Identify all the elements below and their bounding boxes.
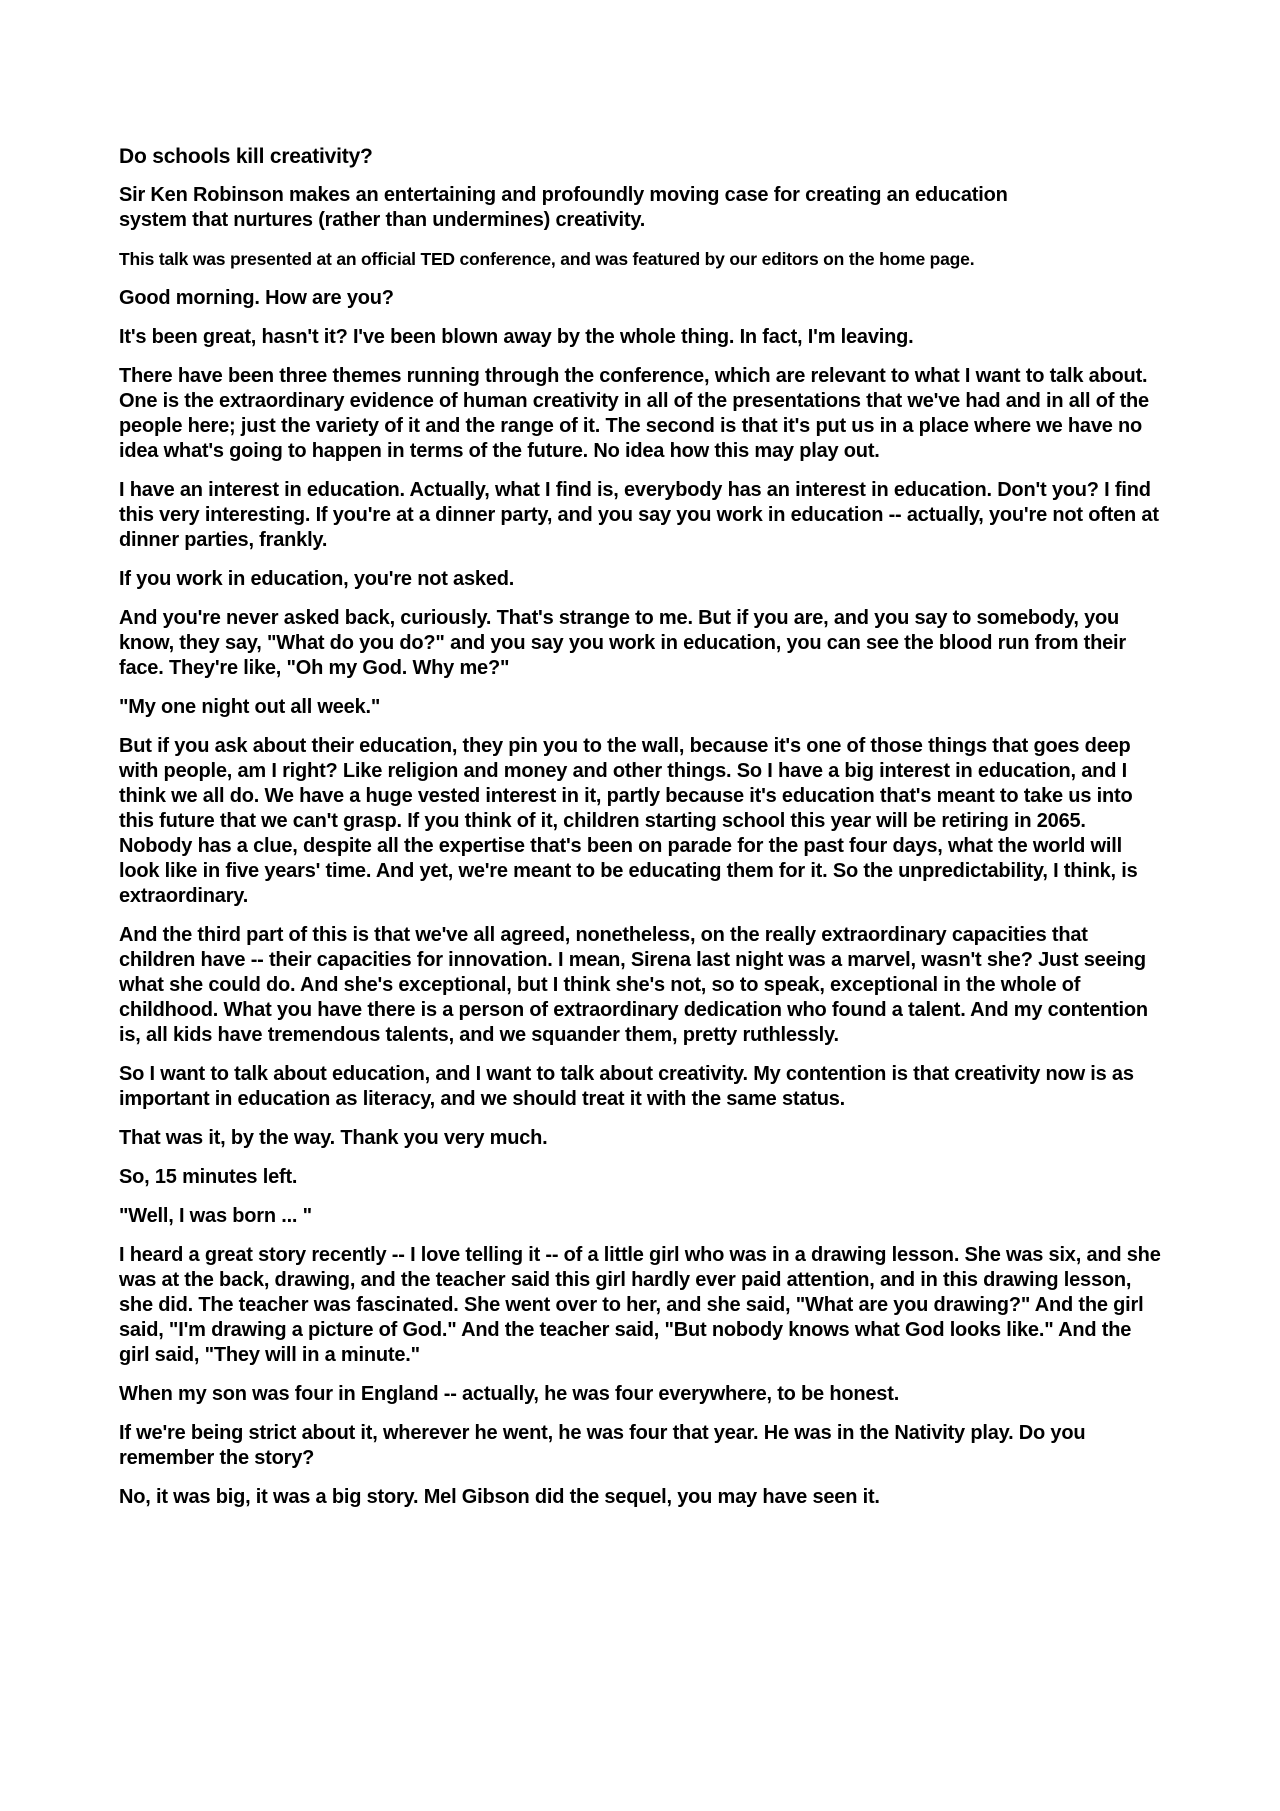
transcript-paragraph: I have an interest in education. Actually, what I find is, everybody has an interest in education. Don't you? I find this very interesting. If you're at a dinner party, and you say you work in education -- actually, you're not often at dinner parties, frankly. — [119, 479, 1159, 551]
transcript-paragraph: "My one night out all week." — [119, 696, 381, 718]
transcript-paragraph: So, 15 minutes left. — [119, 1166, 298, 1188]
transcript-paragraph: And you're never asked back, curiously. That's strange to me. But if you are, and you say to somebody, you know, they say, "What do you do?" and you say you work in education, you can see the blood run from their face. They're like, "Oh my God. Why me?" — [119, 607, 1126, 679]
document-note: This talk was presented at an official TED conference, and was featured by our editors on the home page. — [119, 249, 975, 269]
transcript-paragraph: If you work in education, you're not asked. — [119, 568, 515, 590]
transcript — [119, 286, 1195, 1510]
transcript-paragraph: No, it was big, it was a big story. Mel Gibson did the sequel, you may have seen it. — [119, 1486, 880, 1508]
transcript-paragraph: Good morning. How are you? — [119, 287, 394, 309]
transcript-paragraph: And the third part of this is that we've all agreed, nonetheless, on the really extraordinary capacities that children have -- their capacities for innovation. I mean, Sirena last night was a marvel, wasn't she? Just seeing what she could do. And she's exceptional, but I think she's not, so to speak, exceptional in the whole of childhood. What you have there is a person of extraordinary dedication who found a talent. And my contention is, all kids have tremendous talents, and we squander them, pretty ruthlessly. — [119, 924, 1148, 1046]
document-subtitle: Sir Ken Robinson makes an entertaining and profoundly moving case for creating an education system that nurtures (rather than undermines) creativity. — [119, 184, 1008, 231]
transcript-paragraph: There have been three themes running through the conference, which are relevant to what I want to talk about. One is the extraordinary evidence of human creativity in all of the presentations that we've had and in all of the people here; just the variety of it and the range of it. The second is that it's put us in a place where we have no idea what's going to happen in terms of the future. No idea how this may play out. — [119, 365, 1149, 462]
transcript-paragraph: When my son was four in England -- actually, he was four everywhere, to be honest. — [119, 1383, 900, 1405]
document-title: Do schools kill creativity? — [119, 145, 373, 168]
transcript-paragraph: It's been great, hasn't it? I've been blown away by the whole thing. In fact, I'm leaving. — [119, 326, 914, 348]
transcript-paragraph: I heard a great story recently -- I love telling it -- of a little girl who was in a drawing lesson. She was six, and she was at the back, drawing, and the teacher said this girl hardly ever paid attention, and in this drawing lesson, she did. The teacher was fascinated. She went over to her, and she said, "What are you drawing?" And the girl said, "I'm drawing a picture of God." And the teacher said, "But nobody knows what God looks like." And the girl said, "They will in a minute." — [119, 1244, 1161, 1366]
transcript-paragraph: That was it, by the way. Thank you very much. — [119, 1127, 548, 1149]
transcript-paragraph: If we're being strict about it, wherever he went, he was four that year. He was in the Nativity play. Do you remember the story? — [119, 1422, 1086, 1469]
transcript-paragraph: But if you ask about their education, they pin you to the wall, because it's one of those things that goes deep with people, am I right? Like religion and money and other things. So I have a big interest in education, and I think we all do. We have a huge vested interest in it, partly because it's education that's meant to take us into this future that we can't grasp. If you think of it, children starting school this year will be retiring in 2065. Nobody has a clue, despite all the expertise that's been on parade for the past four days, what the world will look like in five years' time. And yet, we're meant to be educating them for it. So the unpredictability, I think, is extraordinary. — [119, 735, 1138, 907]
transcript-paragraph: So I want to talk about education, and I want to talk about creativity. My contention is that creativity now is as important in education as literacy, and we should treat it with the same status. — [119, 1063, 1134, 1110]
transcript-paragraph: "Well, I was born ... " — [119, 1205, 312, 1227]
